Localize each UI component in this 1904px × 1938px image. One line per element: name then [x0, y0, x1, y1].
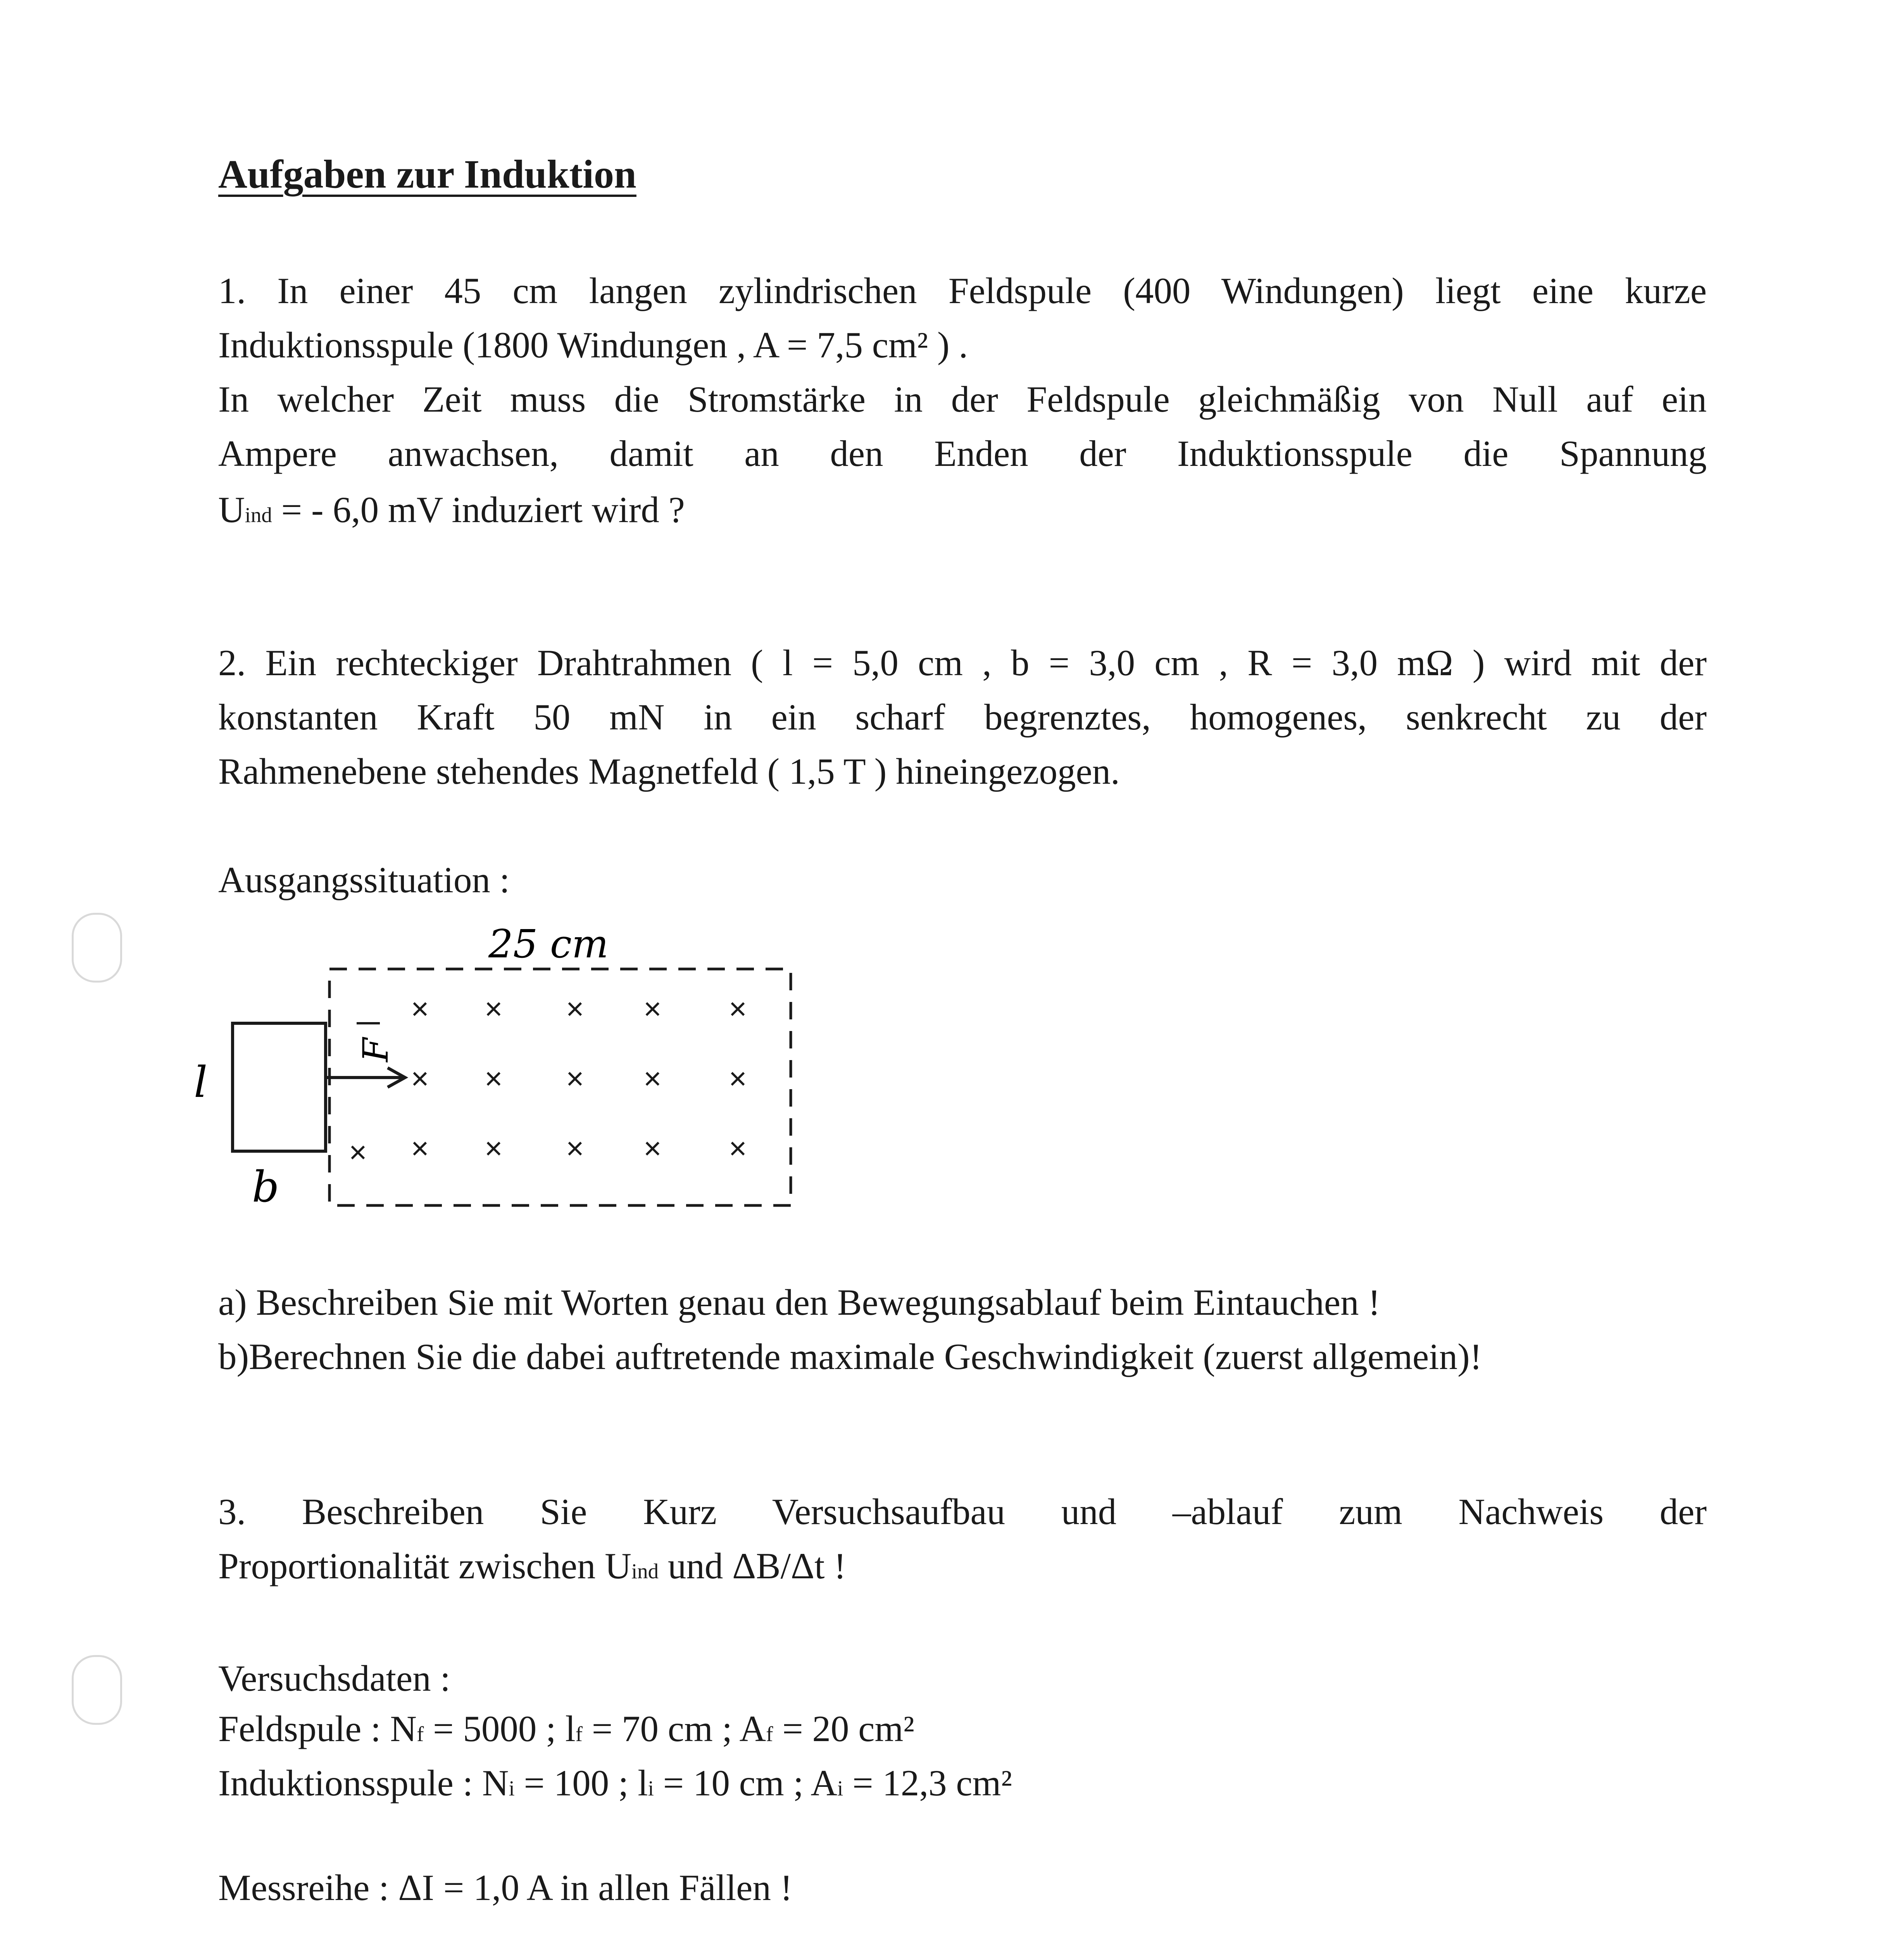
field-cross: ×	[729, 1131, 747, 1166]
versuchsdaten-label: Versuchsdaten :	[218, 1658, 450, 1699]
page-title: Aufgaben zur Induktion	[218, 152, 636, 197]
field-cross: ×	[729, 1061, 747, 1096]
task1-line-2: Induktionsspule (1800 Windungen , A = 7,5 cm² ) .	[218, 324, 968, 366]
punch-hole-bottom	[72, 1655, 122, 1725]
frame-length-label: l	[194, 1057, 208, 1107]
task1-line-4: Ampere anwachsen, damit an den Enden der Induktionsspule die Spannung	[218, 433, 1707, 474]
task2-line-3: Rahmenebene stehendes Magnetfeld ( 1,5 T ) hineingezogen.	[218, 751, 1120, 792]
field-cross: ×	[411, 1131, 429, 1166]
task2-question-a: a) Beschreiben Sie mit Worten genau den Bewegungsablauf beim Eintauchen !	[218, 1282, 1380, 1323]
field-cross: ×	[643, 1131, 662, 1166]
magnetic-field-crosses	[349, 991, 747, 1169]
induktionsspule-data: Induktionsspule : Ni = 100 ; li = 10 cm ; Ai = 12,3 cm²	[218, 1762, 1012, 1804]
task1-line-5: Uind = - 6,0 mV induziert wird ?	[218, 489, 685, 530]
task3-line-1: 3. Beschreiben Sie Kurz Versuchsaufbau und –ablauf zum Nachweis der	[218, 1491, 1707, 1532]
field-cross: ×	[566, 991, 584, 1026]
field-cross: ×	[485, 1061, 503, 1096]
field-cross: ×	[643, 1061, 662, 1096]
field-boundary	[329, 969, 791, 1205]
task2-question-b: b)Berechnen Sie die dabei auftretende maximale Geschwindigkeit (zuerst allgemein)!	[218, 1336, 1482, 1377]
field-cross: ×	[643, 991, 662, 1026]
task3-line-2: Proportionalität zwischen Uind und ΔB/Δt !	[218, 1545, 846, 1586]
task1-line-1: 1. In einer 45 cm langen zylindrischen Feldspule (400 Windungen) liegt eine kurze	[218, 270, 1707, 311]
field-cross: ×	[729, 991, 747, 1026]
task2-line-1: 2. Ein rechteckiger Drahtrahmen ( l = 5,0 cm , b = 3,0 cm , R = 3,0 mΩ ) wird mit der	[218, 642, 1707, 683]
frame-width-label: b	[252, 1162, 279, 1212]
messreihe-label: Messreihe : ΔI = 1,0 A in allen Fällen !	[218, 1867, 793, 1908]
field-cross: ×	[411, 991, 429, 1026]
field-cross: ×	[566, 1061, 584, 1096]
field-cross: ×	[485, 1131, 503, 1166]
force-label: F	[355, 1038, 396, 1062]
punch-hole-top	[72, 913, 122, 983]
ausgangssituation-label: Ausgangssituation :	[218, 859, 510, 900]
task2-line-2: konstanten Kraft 50 mN in ein scharf begrenztes, homogenes, senkrecht zu der	[218, 697, 1707, 738]
field-diagram	[186, 907, 845, 1225]
width-label: 25 cm	[488, 921, 609, 967]
field-cross: ×	[485, 991, 503, 1026]
field-cross: ×	[566, 1131, 584, 1166]
field-cross: ×	[411, 1061, 429, 1096]
field-cross: ×	[349, 1135, 367, 1169]
task1-line-3: In welcher Zeit muss die Stromstärke in der Feldspule gleichmäßig von Null auf ein	[218, 379, 1707, 420]
feldspule-data: Feldspule : Nf = 5000 ; lf = 70 cm ; Af = 20 cm²	[218, 1708, 914, 1749]
wire-frame	[233, 1023, 326, 1151]
